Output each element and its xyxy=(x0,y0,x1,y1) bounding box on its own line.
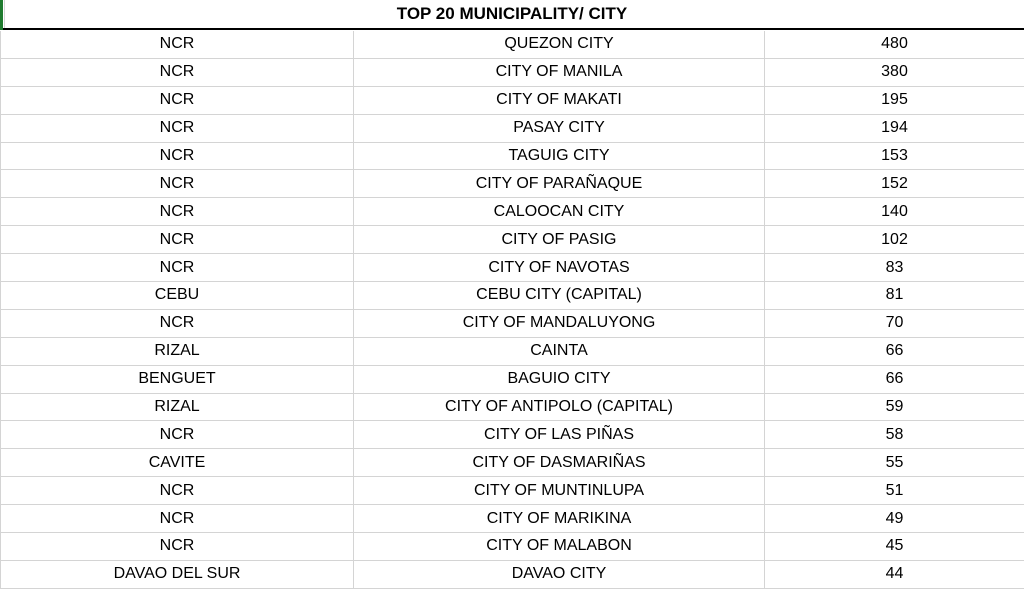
count-cell[interactable]: 83 xyxy=(885,258,904,276)
count-cell[interactable]: 59 xyxy=(885,398,904,416)
table-row xyxy=(0,31,1024,59)
count-cell[interactable]: 81 xyxy=(885,286,904,304)
data-table xyxy=(0,31,1024,589)
region-cell[interactable]: NCR xyxy=(0,226,354,253)
region-cell[interactable]: NCR xyxy=(0,59,354,86)
count-cell[interactable]: 153 xyxy=(881,147,908,164)
table-row xyxy=(0,226,1024,254)
count-cell[interactable]: 194 xyxy=(881,119,908,137)
count-cell[interactable]: 380 xyxy=(881,63,908,81)
city-cell[interactable]: CITY OF MARIKINA xyxy=(354,505,765,532)
count-cell[interactable]: 55 xyxy=(885,453,904,471)
table-row xyxy=(0,477,1024,505)
city-cell[interactable]: BAGUIO CITY xyxy=(354,366,765,393)
region-cell[interactable]: NCR xyxy=(0,31,354,58)
city-cell[interactable]: CITY OF MANDALUYONG xyxy=(354,310,765,337)
count-cell[interactable]: 195 xyxy=(881,91,908,109)
city-cell[interactable]: PASAY CITY xyxy=(354,115,765,142)
table-row xyxy=(0,338,1024,366)
region-cell[interactable]: CAVITE xyxy=(0,449,354,476)
city-cell[interactable]: TAGUIG CITY xyxy=(354,143,765,170)
city-cell[interactable]: CITY OF ANTIPOLO (CAPITAL) xyxy=(354,394,765,421)
city-cell[interactable]: CITY OF LAS PIÑAS xyxy=(354,421,765,448)
city-cell[interactable]: CITY OF PASIG xyxy=(354,226,765,253)
table-row xyxy=(0,254,1024,282)
count-cell[interactable]: 480 xyxy=(881,35,908,53)
count-cell[interactable]: 66 xyxy=(885,370,904,388)
table-row xyxy=(0,366,1024,394)
table-title: TOP 20 MUNICIPALITY/ CITY xyxy=(396,4,628,23)
city-cell[interactable]: CITY OF DASMARIÑAS xyxy=(354,449,765,476)
table-row xyxy=(0,533,1024,561)
count-cell[interactable]: 45 xyxy=(885,537,904,555)
region-cell[interactable]: CEBU xyxy=(0,282,354,309)
region-cell[interactable]: BENGUET xyxy=(0,366,354,393)
count-cell[interactable]: 152 xyxy=(881,174,908,192)
count-cell[interactable]: 58 xyxy=(885,425,904,443)
count-cell[interactable]: 44 xyxy=(885,565,904,583)
region-cell[interactable]: NCR xyxy=(0,533,354,560)
table-row xyxy=(0,143,1024,171)
region-cell[interactable]: NCR xyxy=(0,198,354,225)
region-cell[interactable]: RIZAL xyxy=(0,338,354,365)
region-cell[interactable]: NCR xyxy=(0,143,354,170)
table-row xyxy=(0,449,1024,477)
region-cell[interactable]: NCR xyxy=(0,310,354,337)
count-cell[interactable]: 102 xyxy=(881,230,908,248)
count-cell[interactable]: 66 xyxy=(885,342,904,360)
count-cell[interactable]: 140 xyxy=(881,202,908,220)
table-row xyxy=(0,505,1024,533)
count-cell[interactable]: 51 xyxy=(885,481,904,499)
region-cell[interactable]: NCR xyxy=(0,477,354,504)
region-cell[interactable]: NCR xyxy=(0,170,354,197)
region-cell[interactable]: NCR xyxy=(0,115,354,142)
city-cell[interactable]: CAINTA xyxy=(354,338,765,365)
table-row xyxy=(0,170,1024,198)
selected-cell-marker xyxy=(0,0,3,30)
city-cell[interactable]: CEBU CITY (CAPITAL) xyxy=(354,282,765,309)
cell-border xyxy=(4,0,5,28)
count-cell[interactable]: 49 xyxy=(885,509,904,527)
region-cell[interactable]: NCR xyxy=(0,421,354,448)
city-cell[interactable]: CITY OF MAKATI xyxy=(354,87,765,114)
region-cell[interactable]: DAVAO DEL SUR xyxy=(0,561,354,588)
city-cell[interactable]: CITY OF MUNTINLUPA xyxy=(354,477,765,504)
city-cell[interactable]: CITY OF MALABON xyxy=(354,533,765,560)
region-cell[interactable]: NCR xyxy=(0,505,354,532)
title-cell[interactable] xyxy=(0,0,1024,30)
table-row xyxy=(0,394,1024,422)
region-cell[interactable]: NCR xyxy=(0,254,354,281)
city-cell[interactable]: CITY OF PARAÑAQUE xyxy=(354,170,765,197)
table-row xyxy=(0,282,1024,310)
city-cell[interactable]: CALOOCAN CITY xyxy=(354,198,765,225)
table-row xyxy=(0,561,1024,589)
table-row xyxy=(0,421,1024,449)
city-cell[interactable]: DAVAO CITY xyxy=(354,561,765,588)
table-row xyxy=(0,198,1024,226)
table-row xyxy=(0,59,1024,87)
city-cell[interactable]: CITY OF NAVOTAS xyxy=(354,254,765,281)
table-row xyxy=(0,115,1024,143)
table-row xyxy=(0,87,1024,115)
city-cell[interactable]: QUEZON CITY xyxy=(354,31,765,58)
table-row xyxy=(0,310,1024,338)
region-cell[interactable]: NCR xyxy=(0,87,354,114)
region-cell[interactable]: RIZAL xyxy=(0,394,354,421)
city-cell[interactable]: CITY OF MANILA xyxy=(354,59,765,86)
count-cell[interactable]: 70 xyxy=(885,314,904,332)
